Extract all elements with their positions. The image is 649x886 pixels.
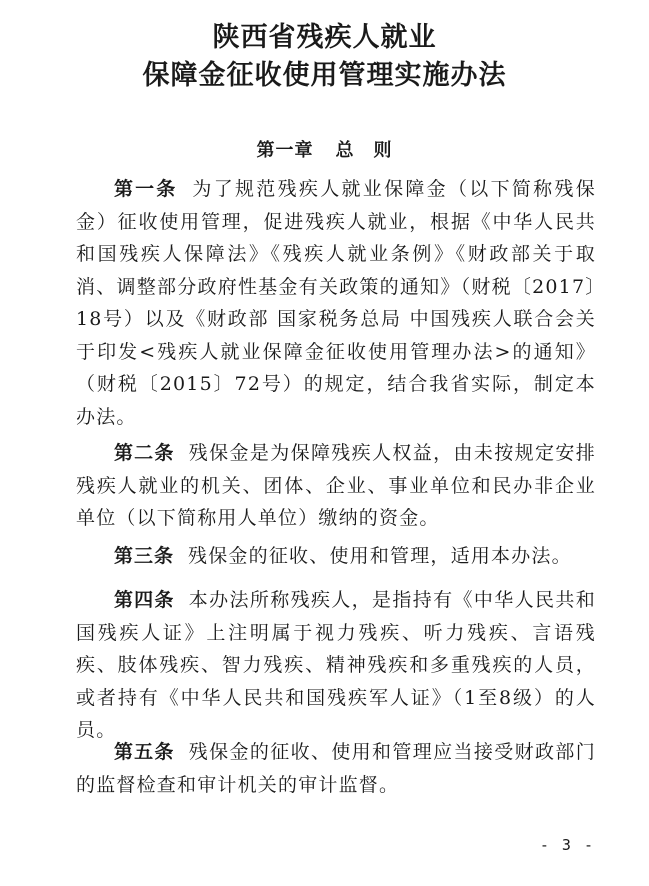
chapter-name: 总 则: [335, 140, 393, 161]
article-text: 残保金是为保障残疾人权益，由未按规定安排残疾人就业的机关、团体、企业、事业单位和民办非企业单位（以下简称用人单位）缴纳的资金。: [76, 442, 596, 529]
chapter-heading: [0, 139, 649, 163]
article-1: [76, 173, 596, 433]
article-label: 第四条: [114, 589, 175, 611]
article-label: 第五条: [114, 741, 175, 763]
article-4: [76, 584, 596, 747]
article-2: [76, 437, 596, 535]
article-text: 残保金的征收、使用和管理，适用本办法。: [188, 545, 572, 567]
article-text: 为了规范残疾人就业保障金（以下简称残保金）征收使用管理，促进残疾人就业，根据《中华人民共和国残疾人保障法》《残疾人就业条例》《财政部关于取消、调整部分政府性基金有关政策的通知》（财税〔2017〕18号）以及《财政部 国家税务总局 中国残疾人联合会关于印发<残疾人就业保障金征收使用管理办法>的通知》（财税〔2015〕72号）的规定，结合我省实际，制定本办法。: [76, 178, 596, 428]
document-title-line-2: 保障金征收使用管理实施办法: [142, 60, 507, 91]
article-5: [76, 736, 596, 801]
article-text: 残保金的征收、使用和管理应当接受财政部门的监督检查和审计机关的审计监督。: [76, 741, 596, 796]
article-label: 第三条: [114, 545, 175, 567]
chapter-number: 第一章: [256, 140, 314, 161]
article-text: 本办法所称残疾人，是指持有《中华人民共和国残疾人证》上注明属于视力残疾、听力残疾、言语残疾、肢体残疾、智力残疾、精神残疾和多重残疾的人员，或者持有《中华人民共和国残疾军人证》（1至8级）的人员。: [76, 589, 596, 741]
article-label: 第二条: [114, 442, 175, 464]
article-3: [76, 540, 596, 573]
page-number: - 3 -: [539, 836, 595, 854]
document-title-line-1: 陕西省残疾人就业: [212, 22, 437, 53]
article-label: 第一条: [114, 178, 178, 200]
